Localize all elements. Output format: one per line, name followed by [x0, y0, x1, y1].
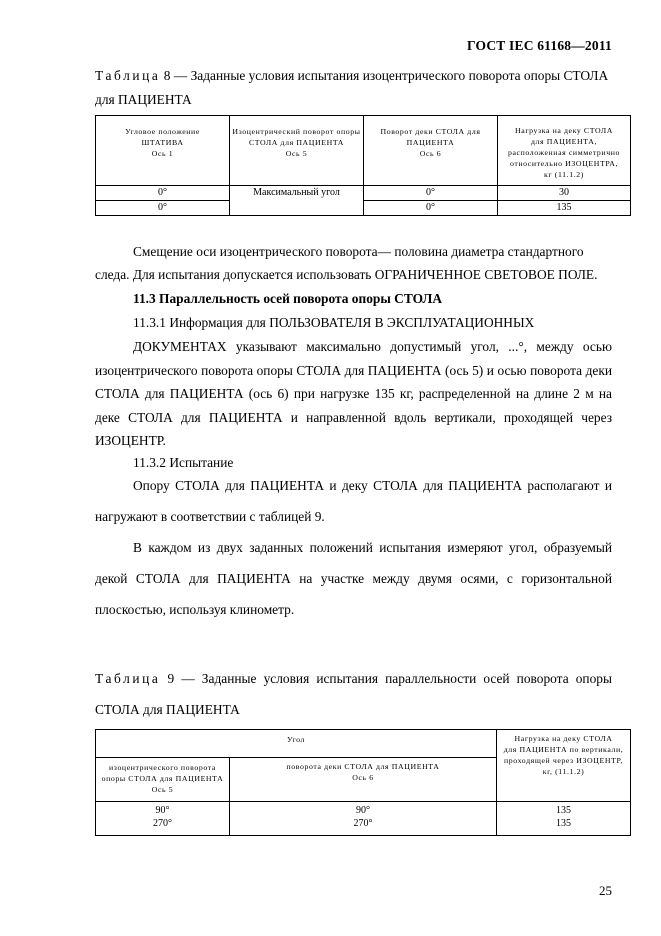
table8-cell: 0° [96, 201, 230, 216]
table8-caption [95, 64, 612, 87]
table8-cell-merged: Максимальный угол [230, 186, 364, 216]
document-standard-header: ГОСТ IEC 61168—2011 [467, 38, 612, 53]
table9-caption [95, 667, 612, 690]
table8-caption-text: 8 — Заданные условия испытания изоцентрического поворота опоры СТОЛА [163, 68, 609, 83]
paragraph-line: декой СТОЛА для ПАЦИЕНТА на участке между двумя осями, с горизонтальной [95, 571, 612, 586]
table8-cell: 0° [364, 186, 498, 201]
paragraph-line: ИЗОЦЕНТР. [95, 433, 166, 448]
table9-cell: 90° 270° [230, 802, 497, 836]
table8-cell: 135 [498, 201, 631, 216]
table-row [96, 186, 631, 201]
subsection-title: 11.3.2 Испытание [133, 455, 234, 470]
table8-caption-word: Таблица [95, 68, 161, 83]
table9-header-sub2: поворота деки СТОЛА для ПАЦИЕНТА Ось 6 [230, 758, 497, 802]
page-number: 25 [599, 883, 612, 898]
table8-cell: 0° [364, 201, 498, 216]
paragraph-line: нагружают в соответствии с таблицей 9. [95, 509, 325, 524]
table9-caption-line2: СТОЛА для ПАЦИЕНТА [95, 702, 240, 717]
table8-caption-line2: для ПАЦИЕНТА [95, 92, 192, 107]
table9-header-sub1: изоцентрического поворота опоры СТОЛА для ПАЦИЕНТА Ось 5 [96, 758, 230, 802]
paragraph-line: Опору СТОЛА для ПАЦИЕНТА и деку СТОЛА для ПАЦИЕНТА располагают и [133, 478, 612, 493]
table-row [96, 802, 631, 836]
table-row [96, 201, 631, 216]
paragraph-line: В каждом из двух заданных положений испытания измеряют угол, образуемый [133, 540, 612, 555]
table8-cell: 0° [96, 186, 230, 201]
paragraph-line: Смещение оси изоцентрического поворота— половина диаметра стандартного [133, 244, 584, 259]
table9-caption-word: Таблица [95, 671, 161, 686]
paragraph-line: плоскостью, используя клинометр. [95, 602, 295, 617]
table8-header-row [96, 116, 631, 186]
section-title: 11.3 Параллельность осей поворота опоры СТОЛА [133, 291, 442, 306]
table8-header-col3: Поворот деки СТОЛА для ПАЦИЕНТА Ось 6 [364, 116, 498, 186]
paragraph-line: ДОКУМЕНТАХ указывают максимально допустимый угол, ...°, между осью [133, 339, 612, 354]
table8-header-col4: Нагрузка на деку СТОЛА для ПАЦИЕНТА, расположенная симметрично относительно ИЗОЦЕНТРА, кг (11.1.2) [498, 116, 631, 186]
table9 [95, 729, 631, 836]
table9-header-row [96, 730, 631, 758]
table8-header-col1: Угловое положение ШТАТИВА Ось 1 [96, 116, 230, 186]
table9-cell: 135 135 [497, 802, 631, 836]
table9-header-angle: Угол [96, 730, 497, 758]
table9-cell: 90° 270° [96, 802, 230, 836]
subsection-title: 11.3.1 Информация для ПОЛЬЗОВАТЕЛЯ В ЭКСПЛУАТАЦИОННЫХ [133, 315, 535, 330]
paragraph-line: СТОЛА для ПАЦИЕНТА (ось 6) при нагрузке 135 кг, распределенной на длине 2 м на [95, 386, 612, 401]
table8-header-col2: Изоцентрический поворот опоры СТОЛА для ПАЦИЕНТА Ось 5 [230, 116, 364, 186]
paragraph-line: изоцентрического поворота опоры СТОЛА для ПАЦИЕНТА (ось 5) и осью поворота деки [95, 363, 612, 378]
table9-header-load: Нагрузка на деку СТОЛА для ПАЦИЕНТА по вертикали, проходящей через ИЗОЦЕНТР, кг, (11.1.2) [497, 730, 631, 802]
table8 [95, 115, 631, 216]
table8-cell: 30 [498, 186, 631, 201]
paragraph-line: следа. Для испытания допускается использовать ОГРАНИЧЕННОЕ СВЕТОВОЕ ПОЛЕ. [95, 267, 598, 282]
paragraph-line: деке СТОЛА для ПАЦИЕНТА и направленной вдоль вертикали, проходящей через [95, 410, 612, 425]
table9-caption-text: 9 — Заданные условия испытания параллельности осей поворота опоры [167, 671, 612, 686]
